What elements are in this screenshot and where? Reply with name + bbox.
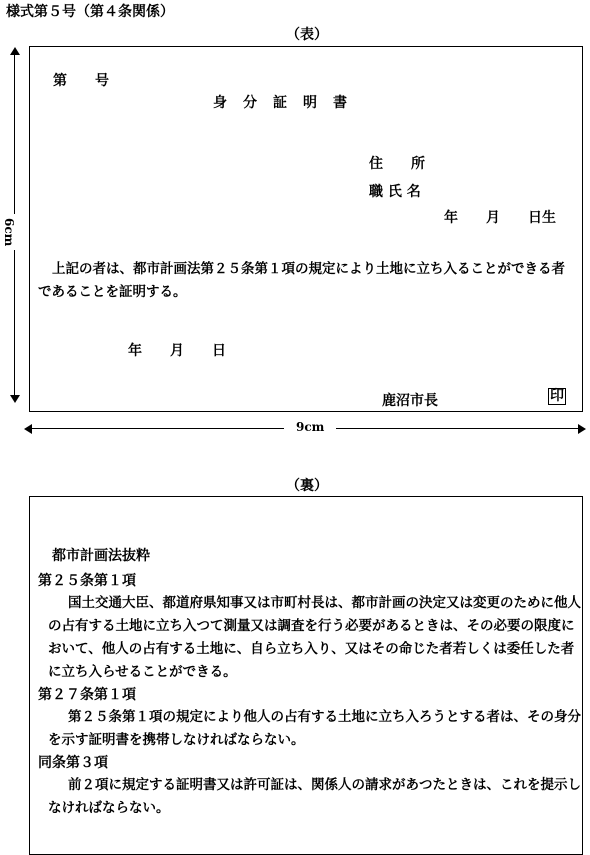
form-title: 様式第５号（第４条関係）	[6, 4, 174, 20]
arrow-left-icon	[24, 424, 32, 434]
section-title: 同条第３項	[38, 755, 108, 771]
arrow-right-icon	[578, 424, 586, 434]
seal-mark: 印	[550, 388, 564, 404]
section-body: 国土交通大臣、都道府県知事又は市町村長は、都市計画の決定又は変更のために他人の占有する土地に立ち入つて測量又は調査を行う必要があるときは、その必要の限度において、他人の占有する土地に、自ら立ち入り、又はその命じた者若しくは委任した者に立ち入らせることができる。	[48, 595, 581, 680]
arrow-down-icon	[10, 395, 20, 403]
section-body: 前２項に規定する証明書又は許可証は、関係人の請求があつたときは、これを提示しなければならない。	[48, 777, 581, 816]
issue-date-label: 年 月 日	[128, 343, 226, 359]
section-title: 第２５条第１項	[38, 573, 136, 589]
width-dimension-label: 9cm	[284, 420, 336, 434]
address-label: 住 所	[369, 156, 425, 172]
arrow-up-icon	[10, 47, 20, 55]
certification-statement: 上記の者は、都市計画法第２５条第１項の規定により土地に立ち入ることができる者であることを証明する。	[38, 261, 565, 300]
back-side-label: （裏）	[286, 478, 328, 494]
front-side-label: （表）	[286, 27, 328, 43]
position-name-label: 職 氏 名	[369, 184, 421, 200]
height-dimension-label: 6cm	[2, 214, 16, 250]
document-title: 身 分 証 明 書	[213, 95, 348, 111]
section-body: 第２５条第１項の規定により他人の占有する土地に立ち入ろうとする者は、その身分を示す証明書を携帯しなければならない。	[48, 709, 581, 748]
number-label: 第 号	[53, 73, 109, 89]
birth-date-label: 年 月 日生	[444, 210, 556, 226]
section-title: 第２７条第１項	[38, 687, 136, 703]
law-excerpt-heading: 都市計画法抜粋	[52, 548, 150, 564]
issuer-name: 鹿沼市長	[382, 393, 438, 409]
